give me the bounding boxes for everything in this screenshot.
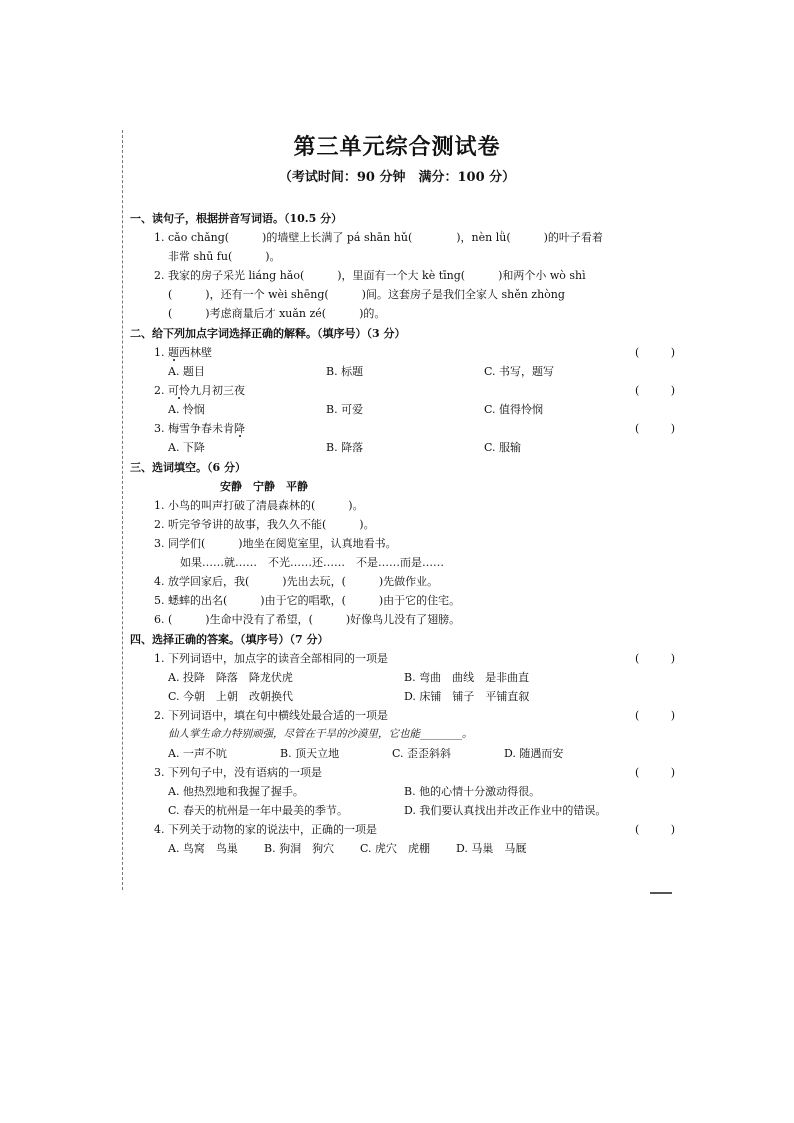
question: 3. 梅雪争春未肯降 ( ) <box>130 419 675 438</box>
option: B. 降落 <box>326 441 364 454</box>
question-number: 3. <box>154 766 165 779</box>
binding-margin-line <box>122 130 123 890</box>
question-line: 同学们( )地坐在阅览室里，认真地看书。 <box>168 537 397 550</box>
question-stem: 下列句子中，没有语病的一项是 <box>168 766 322 779</box>
word-bank: 如果……就…… 不光……还…… 不是……而是…… <box>180 556 444 569</box>
answer-paren[interactable]: ( ) <box>635 422 675 435</box>
option: C. 春天的杭州是一年中最美的季节。 <box>168 804 349 817</box>
question <box>130 572 675 591</box>
question-line: 听完爷爷讲的故事，我久久不能( )。 <box>168 518 375 531</box>
option: B. 狗洞 狗穴 <box>264 842 335 855</box>
question-number: 1. <box>154 346 165 359</box>
option: D. 随遇而安 <box>504 747 564 760</box>
option: A. 投降 降落 降龙伏虎 <box>168 671 293 684</box>
exam-info: （考试时间：90 分钟 满分：100 分） <box>278 170 516 185</box>
option: A. 题目 <box>168 365 205 378</box>
question-line: ( )，还有一个 wèi shēng( )间。这套房子是我们全家人 shěn zhòng <box>168 288 565 301</box>
question-number: 1. <box>154 499 165 512</box>
options <box>130 668 675 687</box>
word-bank: 安静 宁静 平静 <box>220 480 308 493</box>
options <box>130 687 675 706</box>
option: A. 他热烈地和我握了握手。 <box>168 785 304 798</box>
page-corner-mark <box>650 892 672 894</box>
question-number: 2. <box>154 709 165 722</box>
question-line: cǎo chǎng( )的墙壁上长满了 pá shān hǔ( )，nèn lǜ( )的叶子看着 <box>168 231 603 244</box>
option: B. 他的心情十分激动得很。 <box>404 785 541 798</box>
answer-paren[interactable]: ( ) <box>635 652 675 665</box>
question-number: 4. <box>154 823 165 836</box>
exam-content <box>130 208 675 858</box>
answer-paren[interactable]: ( ) <box>635 766 675 779</box>
option: C. 虎穴 虎棚 <box>360 842 431 855</box>
option: C. 书写，题写 <box>484 365 555 378</box>
option: A. 一声不吭 <box>168 747 227 760</box>
option: A. 怜悯 <box>168 403 205 416</box>
options <box>130 782 675 801</box>
question <box>130 610 675 629</box>
option: C. 服输 <box>484 441 522 454</box>
option: A. 下降 <box>168 441 205 454</box>
dotted-char: 题 <box>168 346 179 359</box>
page-title: 第三单元综合测试卷 <box>293 134 501 160</box>
dotted-char: 降 <box>234 422 245 435</box>
section-heading: 四、选择正确的答案。（填序号）（7 分） <box>130 633 329 646</box>
question <box>130 496 675 515</box>
question-stem: 下列词语中，填在句中横线处最合适的一项是 <box>168 709 388 722</box>
question-number: 5. <box>154 594 165 607</box>
option: D. 我们要认真找出并改正作业中的错误。 <box>404 804 607 817</box>
options <box>130 362 675 381</box>
dotted-char: 可怜 <box>168 384 190 397</box>
question: 1. 题西林壁 ( ) <box>130 343 675 362</box>
section-heading: 三、选词填空。（6 分） <box>130 461 246 474</box>
options <box>130 438 675 457</box>
question-line: 我家的房子采光 liáng hǎo( )，里面有一个大 kè tīng( )和两个小 wò shì <box>168 269 586 282</box>
answer-paren[interactable]: ( ) <box>635 823 675 836</box>
question <box>130 763 675 782</box>
question-stem: 下列关于动物的家的说法中，正确的一项是 <box>168 823 377 836</box>
question-line: 放学回家后，我( )先出去玩，( )先做作业。 <box>168 575 439 588</box>
question <box>130 649 675 668</box>
option: D. 床铺 铺子 平铺直叙 <box>404 690 530 703</box>
option: B. 可爱 <box>326 403 364 416</box>
option: B. 弯曲 曲线 是非曲直 <box>404 671 530 684</box>
question <box>130 534 675 553</box>
option: C. 歪歪斜斜 <box>392 747 452 760</box>
question-stem: 下列词语中，加点字的读音全部相同的一项是 <box>168 652 388 665</box>
section-heading: 二、给下列加点字词选择正确的解释。（填序号）（3 分） <box>130 327 406 340</box>
answer-paren[interactable]: ( ) <box>635 384 675 397</box>
question <box>130 706 675 725</box>
option: A. 鸟窝 鸟巢 <box>168 842 238 855</box>
answer-paren[interactable]: ( ) <box>635 346 675 359</box>
question-number: 3. <box>154 422 165 435</box>
question <box>130 820 675 839</box>
question-line: 蟋蟀的出名( )由于它的唱歌，( )由于它的住宅。 <box>168 594 461 607</box>
quote-sentence: 仙人掌生命力特别顽强，尽管在干旱的沙漠里，它也能________。 <box>168 728 473 740</box>
question: 2. 可怜九月初三夜 ( ) <box>130 381 675 400</box>
question-number: 4. <box>154 575 165 588</box>
question <box>130 266 675 285</box>
question-number: 1. <box>154 231 165 244</box>
options <box>130 839 675 858</box>
option: B. 顶天立地 <box>280 747 340 760</box>
section-heading: 一、读句子，根据拼音写词语。（10.5 分） <box>130 212 343 225</box>
question <box>130 591 675 610</box>
option: C. 今朝 上朝 改朝换代 <box>168 690 294 703</box>
question-number: 1. <box>154 652 165 665</box>
option: C. 值得怜悯 <box>484 403 544 416</box>
question-line: ( )考虑商量后才 xuǎn zé( )的。 <box>168 307 386 320</box>
question <box>130 228 675 247</box>
options <box>130 801 675 820</box>
question-number: 6. <box>154 613 165 626</box>
question-number: 3. <box>154 537 165 550</box>
question-number: 2. <box>154 269 165 282</box>
question-line: ( )生命中没有了希望，( )好像鸟儿没有了翅膀。 <box>168 613 461 626</box>
answer-paren[interactable]: ( ) <box>635 709 675 722</box>
options <box>130 400 675 419</box>
option: D. 马巢 马厩 <box>456 842 527 855</box>
question-number: 2. <box>154 384 165 397</box>
option: B. 标题 <box>326 365 364 378</box>
options <box>130 744 675 763</box>
question-number: 2. <box>154 518 165 531</box>
question-line: 小鸟的叫声打破了清晨森林的( )。 <box>168 499 364 512</box>
question-line: 非常 shū fu( )。 <box>168 250 281 263</box>
question <box>130 515 675 534</box>
